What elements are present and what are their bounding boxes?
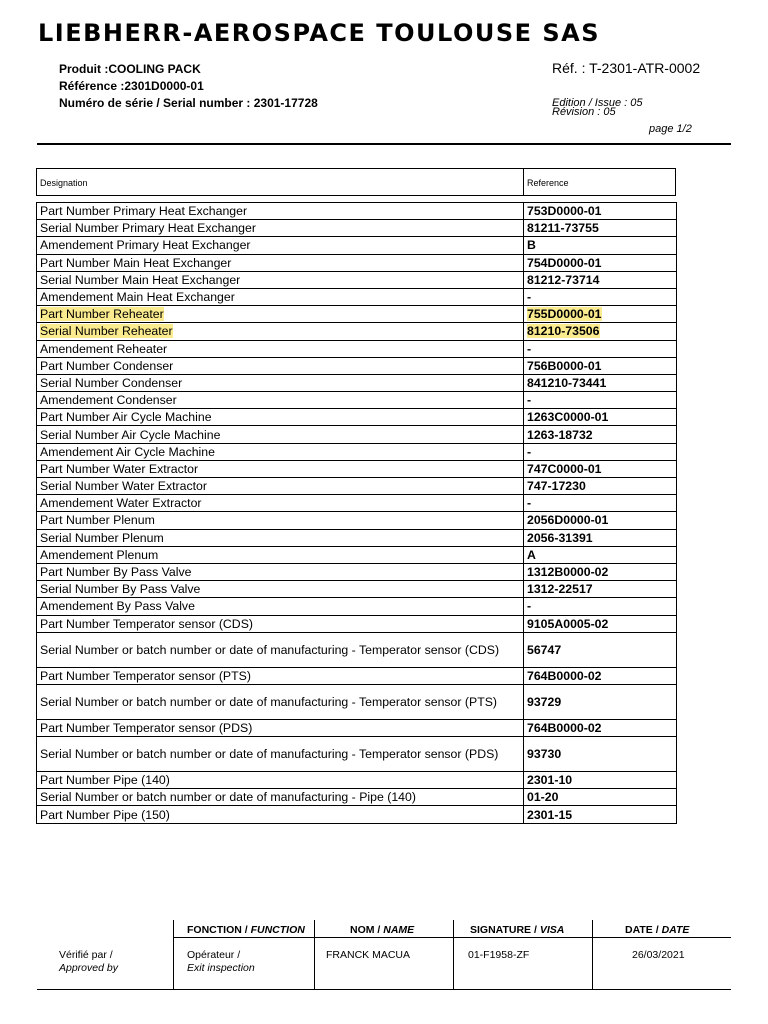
designation-cell (37, 684, 524, 719)
table-row (37, 737, 677, 772)
signature-header: SIGNATURE / VISA (470, 924, 565, 936)
designation-text: Serial Number Main Heat Exchanger (40, 272, 241, 287)
reference-cell (524, 632, 677, 667)
table-row (37, 598, 677, 615)
reference-text: 753D0000-01 (527, 204, 602, 219)
designation-cell (37, 237, 524, 254)
page-number: page 1/2 (649, 123, 692, 135)
designation-text: Amendement Primary Heat Exchanger (40, 238, 251, 253)
table-row (37, 203, 677, 220)
designation-text: Amendement Condenser (40, 393, 177, 408)
reference-text: 747C0000-01 (527, 461, 602, 476)
reference-cell (524, 392, 677, 409)
reference-cell (524, 288, 677, 305)
designation-text: Part Number Reheater (40, 307, 164, 322)
designation-text: Part Number Pipe (140) (40, 773, 170, 788)
designation-cell (37, 495, 524, 512)
designation-text: Amendement Plenum (40, 547, 159, 562)
reference-cell (524, 357, 677, 374)
designation-text: Part Number By Pass Valve (40, 565, 192, 580)
reference-cell (524, 306, 677, 323)
designation-cell (37, 392, 524, 409)
table-row (37, 409, 677, 426)
reference-cell (524, 615, 677, 632)
designation-text: Part Number Main Heat Exchanger (40, 255, 232, 270)
designation-cell (37, 581, 524, 598)
designation-cell (37, 719, 524, 736)
designation-cell (37, 374, 524, 391)
designation-cell (37, 737, 524, 772)
table-row (37, 443, 677, 460)
table-row (37, 684, 677, 719)
table-row (37, 495, 677, 512)
serial-number-label: Numéro de série / Serial number : 2301-17728 (59, 96, 318, 110)
designation-cell (37, 357, 524, 374)
reference-text: 81212-73714 (527, 272, 600, 287)
designation-cell (37, 789, 524, 806)
table-row (37, 254, 677, 271)
reference-text: 1263-18732 (527, 427, 593, 442)
designation-text: Serial Number Water Extractor (40, 479, 207, 494)
designation-text: Part Number Plenum (40, 513, 155, 528)
designation-text: Part Number Pipe (150) (40, 807, 170, 822)
designation-cell (37, 443, 524, 460)
inspection-date: 26/03/2021 (632, 949, 685, 961)
table-row (37, 772, 677, 789)
name-header: NOM / NAME (350, 924, 415, 936)
document-reference: Réf. : T-2301-ATR-0002 (552, 60, 701, 76)
table-row (37, 460, 677, 477)
company-name: LIEBHERR-AEROSPACE TOULOUSE SAS (38, 19, 601, 47)
reference-cell (524, 546, 677, 563)
table-row (37, 340, 677, 357)
designation-text: Serial Number Reheater (40, 324, 173, 339)
designation-text: Serial Number or batch number or date of manufacturing - Temperator sensor (PDS) (40, 747, 499, 762)
table-row (37, 288, 677, 305)
designation-text: Part Number Condenser (40, 358, 174, 373)
reference-cell (524, 203, 677, 220)
designation-header-cell (37, 169, 524, 195)
reference-cell (524, 512, 677, 529)
reference-cell (524, 737, 677, 772)
reference-cell (524, 529, 677, 546)
designation-cell (37, 254, 524, 271)
product-label: Produit :COOLING PACK (59, 62, 201, 76)
edition-issue: Edition / Issue : 05 (552, 97, 643, 109)
table-row (37, 806, 677, 823)
signature-bottom-rule (37, 989, 731, 990)
designation-cell (37, 598, 524, 615)
designation-cell (37, 220, 524, 237)
reference-text: 2056D0000-01 (527, 513, 609, 528)
table-row (37, 529, 677, 546)
designation-text: Amendement Water Extractor (40, 496, 202, 511)
header-divider (37, 143, 731, 145)
reference-text: 764B0000-02 (527, 720, 602, 735)
designation-cell (37, 512, 524, 529)
designation-text: Amendement Reheater (40, 341, 168, 356)
reference-text: 9105A0005-02 (527, 616, 609, 631)
reference-text: 1312B0000-02 (527, 565, 609, 580)
designation-cell (37, 632, 524, 667)
designation-text: Serial Number Primary Heat Exchanger (40, 221, 256, 236)
reference-text: 2056-31391 (527, 530, 593, 545)
reference-cell (524, 409, 677, 426)
reference-text: - (527, 393, 532, 408)
designation-cell (37, 563, 524, 580)
reference-label: Référence :2301D0000-01 (59, 79, 204, 93)
table-row (37, 426, 677, 443)
signature-column-divider (173, 920, 174, 990)
visa-code: 01-F1958-ZF (468, 949, 530, 961)
reference-cell (524, 684, 677, 719)
designation-text: Part Number Primary Heat Exchanger (40, 204, 248, 219)
verified-by-label: Vérifié par / (59, 949, 113, 961)
designation-text: Part Number Temperator sensor (CDS) (40, 616, 253, 631)
reference-cell (524, 340, 677, 357)
reference-cell (524, 220, 677, 237)
table-row (37, 667, 677, 684)
reference-text: 754D0000-01 (527, 255, 602, 270)
table-row (37, 374, 677, 391)
reference-text: 1312-22517 (527, 582, 593, 597)
reference-cell (524, 719, 677, 736)
reference-cell (524, 495, 677, 512)
table-row (37, 237, 677, 254)
reference-cell (524, 581, 677, 598)
function-header: FONCTION / FUNCTION (187, 924, 305, 936)
reference-header: Reference (527, 178, 569, 188)
designation-text: Serial Number Plenum (40, 530, 164, 545)
approved-by-label: Approved by (59, 962, 118, 974)
designation-cell (37, 306, 524, 323)
reference-text: 755D0000-01 (527, 307, 602, 322)
table-row (37, 220, 677, 237)
exit-inspection-label: Exit inspection (187, 962, 255, 974)
designation-cell (37, 806, 524, 823)
reference-text: 81211-73755 (527, 221, 599, 236)
reference-text: 1263C0000-01 (527, 410, 609, 425)
table-row (37, 719, 677, 736)
reference-cell (524, 237, 677, 254)
reference-text: 56747 (527, 642, 562, 657)
reference-cell (524, 806, 677, 823)
reference-cell (524, 667, 677, 684)
reference-text: 81210-73506 (527, 324, 600, 339)
table-row (37, 563, 677, 580)
designation-text: Part Number Temperator sensor (PTS) (40, 668, 251, 683)
reference-cell (524, 478, 677, 495)
designation-text: Part Number Air Cycle Machine (40, 410, 212, 425)
table-row (37, 271, 677, 288)
designation-text: Serial Number or batch number or date of manufacturing - Pipe (140) (40, 790, 416, 805)
signature-column-divider (592, 920, 593, 990)
reference-text: - (527, 290, 532, 305)
reference-text: 2301-15 (527, 807, 573, 822)
designation-cell (37, 426, 524, 443)
designation-cell (37, 478, 524, 495)
reference-cell (524, 271, 677, 288)
designation-cell (37, 203, 524, 220)
reference-text: 01-20 (527, 790, 559, 805)
reference-text: 93729 (527, 694, 562, 709)
designation-cell (37, 271, 524, 288)
designation-text: Serial Number or batch number or date of manufacturing - Temperator sensor (PTS) (40, 694, 498, 709)
reference-text: - (527, 496, 532, 511)
table-row (37, 323, 677, 340)
reference-cell (524, 374, 677, 391)
designation-text: Amendement Air Cycle Machine (40, 444, 215, 459)
date-header: DATE / DATE (625, 924, 690, 936)
table-row (37, 632, 677, 667)
reference-cell (524, 323, 677, 340)
designation-text: Serial Number Air Cycle Machine (40, 427, 221, 442)
designation-text: Amendement Main Heat Exchanger (40, 290, 235, 305)
designation-header: Designation (40, 178, 88, 188)
table-row (37, 546, 677, 563)
designation-text: Part Number Temperator sensor (PDS) (40, 720, 253, 735)
column-header-box (36, 168, 676, 196)
reference-cell (524, 426, 677, 443)
reference-cell (524, 598, 677, 615)
table-row (37, 581, 677, 598)
table-row (37, 615, 677, 632)
operator-label: Opérateur / (187, 949, 241, 961)
reference-text: 93730 (527, 747, 562, 762)
reference-text: B (527, 238, 536, 253)
parts-table (36, 202, 677, 824)
designation-cell (37, 667, 524, 684)
table-row (37, 357, 677, 374)
table-row (37, 789, 677, 806)
table-row (37, 512, 677, 529)
designation-cell (37, 772, 524, 789)
designation-cell (37, 529, 524, 546)
signature-column-divider (453, 920, 454, 990)
designation-text: Serial Number or batch number or date of manufacturing - Temperator sensor (CDS) (40, 642, 500, 657)
table-row (37, 306, 677, 323)
reference-text: - (527, 599, 532, 614)
reference-text: 747-17230 (527, 479, 586, 494)
designation-text: Serial Number Condenser (40, 375, 183, 390)
reference-cell (524, 789, 677, 806)
designation-cell (37, 546, 524, 563)
signature-block (37, 919, 731, 991)
signature-column-divider (314, 920, 315, 990)
inspector-name: FRANCK MACUA (326, 949, 411, 961)
signature-top-rule (173, 937, 731, 938)
reference-cell (524, 460, 677, 477)
reference-text: 756B0000-01 (527, 358, 602, 373)
designation-cell (37, 615, 524, 632)
designation-text: Serial Number By Pass Valve (40, 582, 201, 597)
reference-cell (524, 563, 677, 580)
reference-text: 841210-73441 (527, 375, 607, 390)
designation-cell (37, 288, 524, 305)
reference-text: A (527, 547, 536, 562)
revision: Révision : 05 (552, 106, 616, 118)
designation-cell (37, 409, 524, 426)
reference-text: - (527, 341, 532, 356)
table-row (37, 478, 677, 495)
designation-text: Part Number Water Extractor (40, 461, 199, 476)
reference-cell (524, 254, 677, 271)
reference-text: 2301-10 (527, 773, 573, 788)
reference-text: 764B0000-02 (527, 668, 602, 683)
reference-text: - (527, 444, 532, 459)
designation-cell (37, 323, 524, 340)
designation-text: Amendement By Pass Valve (40, 599, 195, 614)
designation-cell (37, 340, 524, 357)
reference-cell (524, 772, 677, 789)
table-row (37, 392, 677, 409)
reference-cell (524, 443, 677, 460)
designation-cell (37, 460, 524, 477)
